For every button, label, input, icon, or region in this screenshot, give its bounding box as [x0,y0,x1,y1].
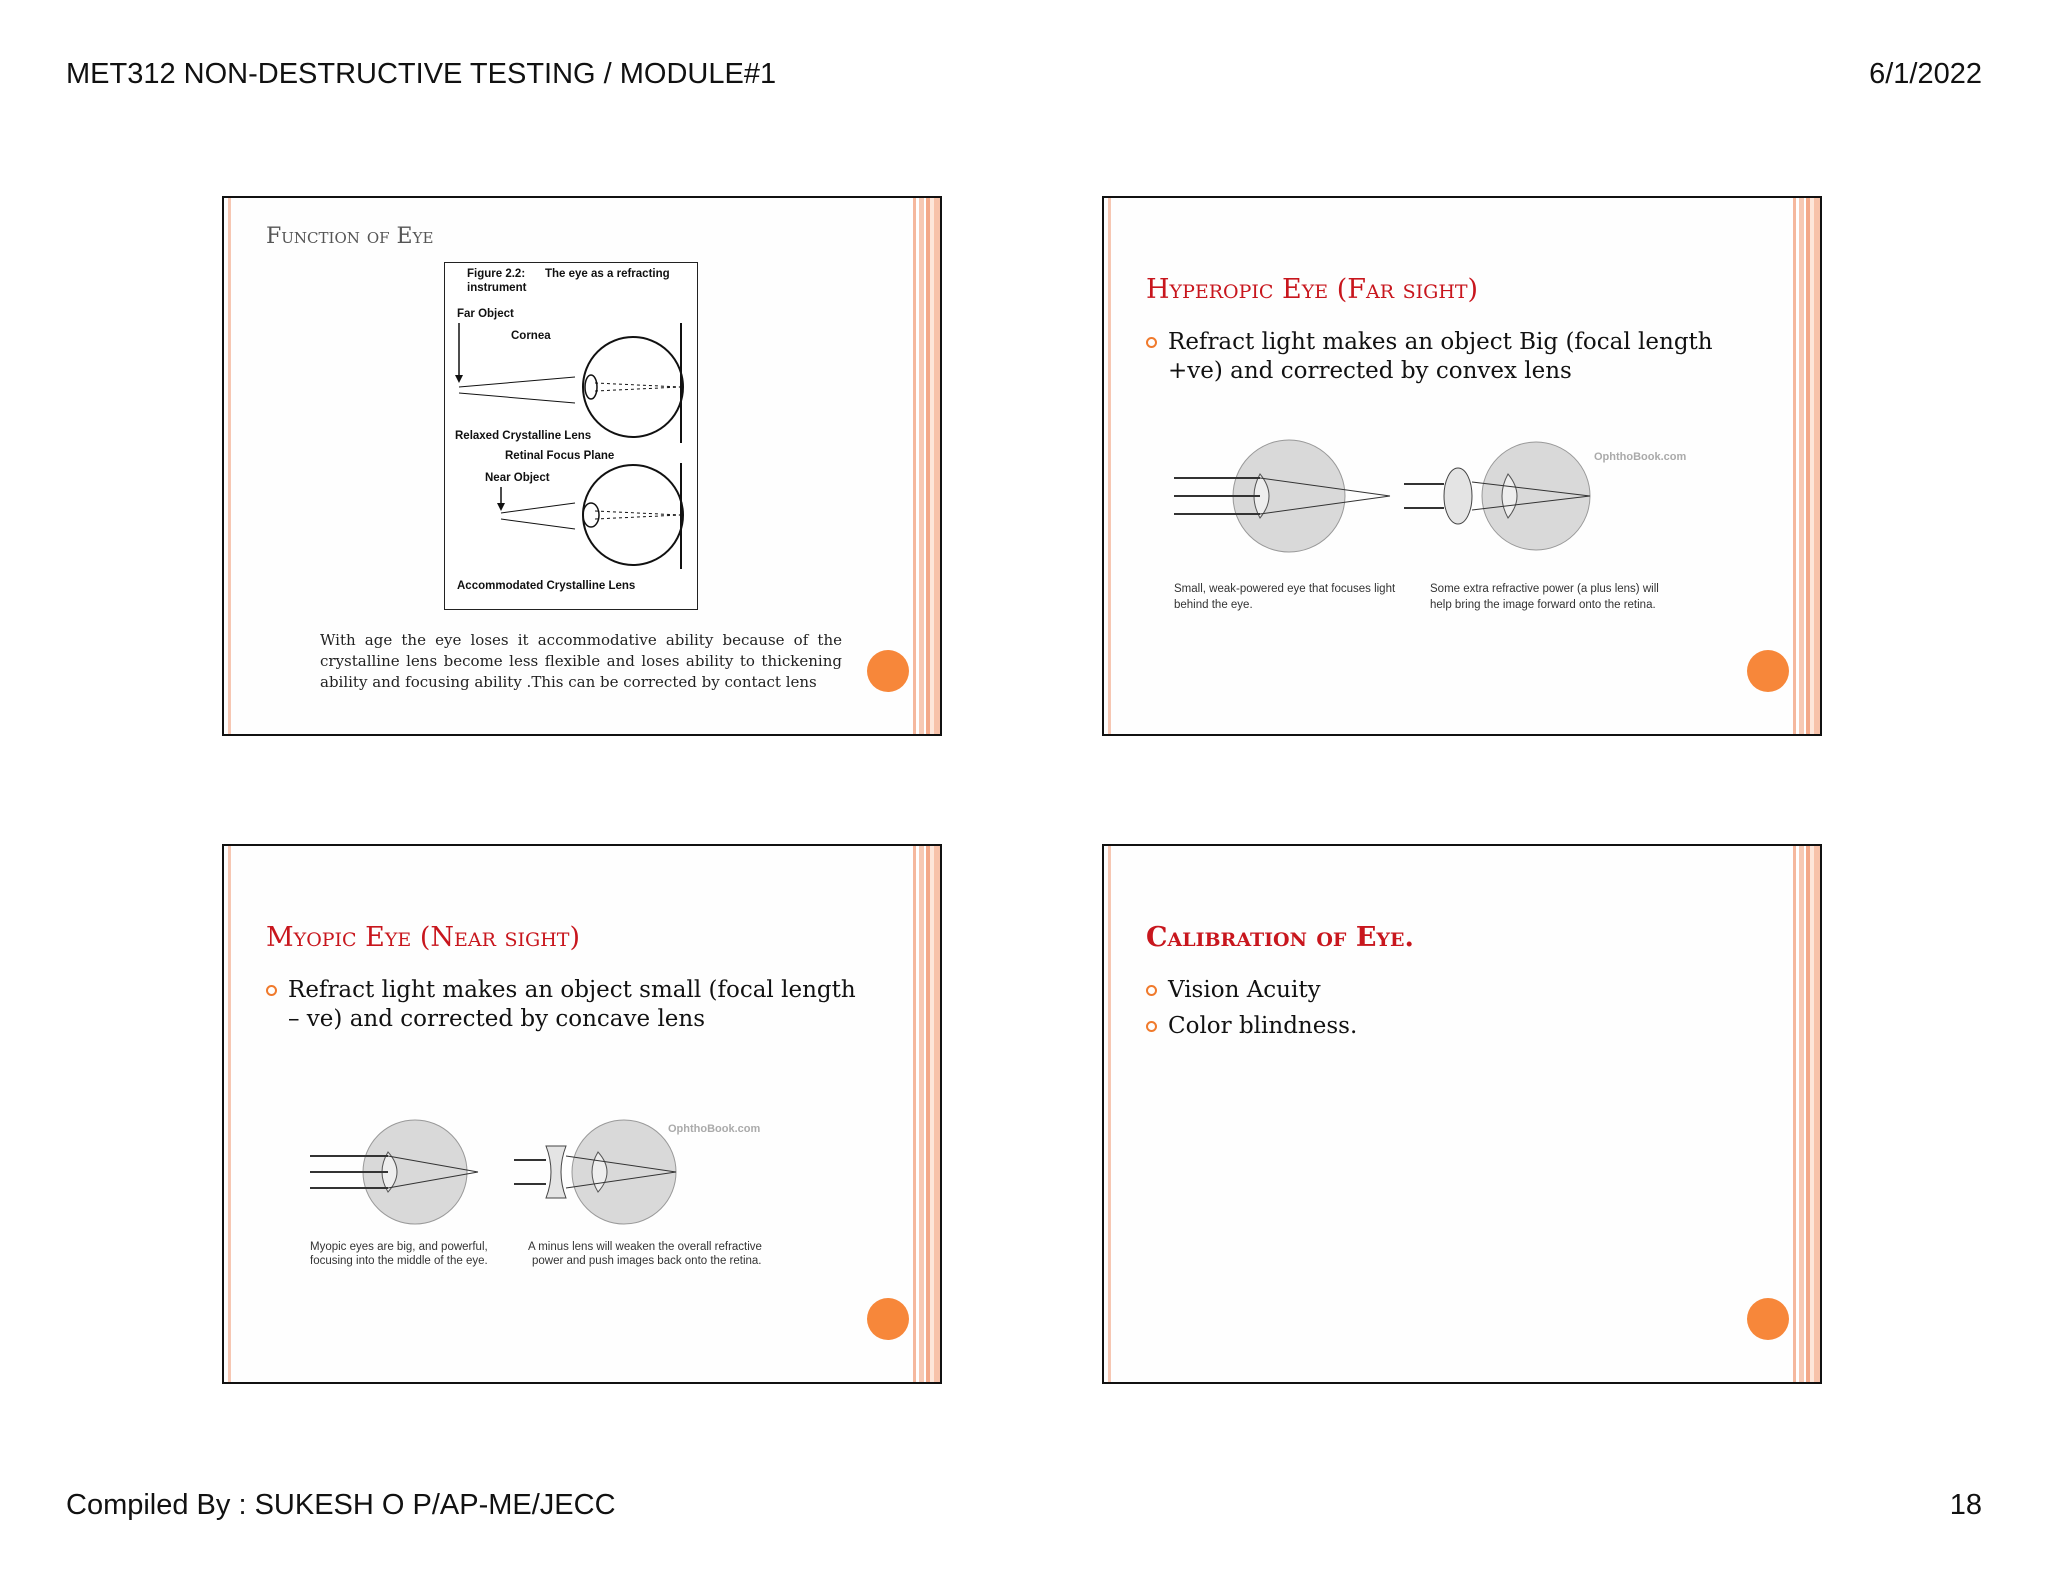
figure-caption-text: The eye as a refracting [545,268,670,280]
slide-body-text: With age the eye loses it accommodative ability because of the crystalline lens become less flexible and loses ability to thickening ability and focusing ability .This can be corrected by contact lens [320,631,842,691]
slide-hyperopic-eye [1102,196,1822,736]
bullet-item: Refract light makes an object small (focal length – ve) and corrected by concave lens [266,976,860,1034]
bullet-list [266,976,860,1041]
caption-left-line1: Small, weak-powered eye that focuses light [1174,583,1396,595]
page-number: 18 [1949,1489,1982,1521]
orange-dot [1747,1298,1789,1340]
slide-title: Function of Eye [266,224,434,249]
header-date: 6/1/2022 [1869,58,1982,90]
compiled-by: Compiled By : SUKESH O P/AP-ME/JECC [66,1489,616,1521]
orange-dot [1747,650,1789,692]
figure-caption-label: Figure 2.2: [467,268,526,280]
watermark: OphthoBook.com [1594,451,1687,463]
slide-stripes [910,198,940,734]
slide-title: Hyperopic Eye (Far sight) [1146,274,1479,305]
caption-right-line2: help bring the image forward onto the retina. [1430,599,1656,611]
accommodated-lens-label: Accommodated Crystalline Lens [457,580,636,592]
bullet-item: Color blindness. [1146,1012,1740,1041]
retinal-plane-label: Retinal Focus Plane [505,450,615,462]
eye-refraction-figure [444,262,698,610]
watermark: OphthoBook.com [668,1123,761,1135]
slide-function-of-eye [222,196,942,736]
svg-text:instrument: instrument [467,282,527,294]
slide-stripes [1790,198,1820,734]
bullet-item: Refract light makes an object Big (focal length +ve) and corrected by convex lens [1146,328,1740,386]
cornea-label: Cornea [511,330,551,342]
caption-left-line2: behind the eye. [1174,599,1253,611]
slide-calibration-of-eye [1102,844,1822,1384]
slide-title: Calibration of Eye. [1146,922,1414,953]
slide-myopic-eye [222,844,942,1384]
orange-dot [867,650,909,692]
relaxed-lens-label: Relaxed Crystalline Lens [455,430,592,442]
hyperopia-illustration [1174,438,1734,618]
slide-stripes [910,846,940,1382]
far-object-label: Far Object [457,308,514,320]
eye-diagram [445,263,697,609]
course-title: MET312 NON-DESTRUCTIVE TESTING / MODULE#1 [66,58,777,90]
bullet-item: Vision Acuity [1146,976,1740,1005]
near-object-label: Near Object [485,472,550,484]
caption-right-line1: A minus lens will weaken the overall refractive [528,1241,762,1253]
myopia-illustration [310,1116,810,1296]
slide-stripes [1790,846,1820,1382]
bullet-list [1146,976,1740,1048]
caption-left-line1: Myopic eyes are big, and powerful, [310,1241,488,1253]
slide-title: Myopic Eye (Near sight) [266,922,580,953]
caption-right-line1: Some extra refractive power (a plus lens) will [1430,583,1659,595]
caption-right-line2: power and push images back onto the retina. [532,1255,762,1267]
orange-dot [867,1298,909,1340]
bullet-list [1146,328,1740,393]
caption-left-line2: focusing into the middle of the eye. [310,1255,488,1267]
